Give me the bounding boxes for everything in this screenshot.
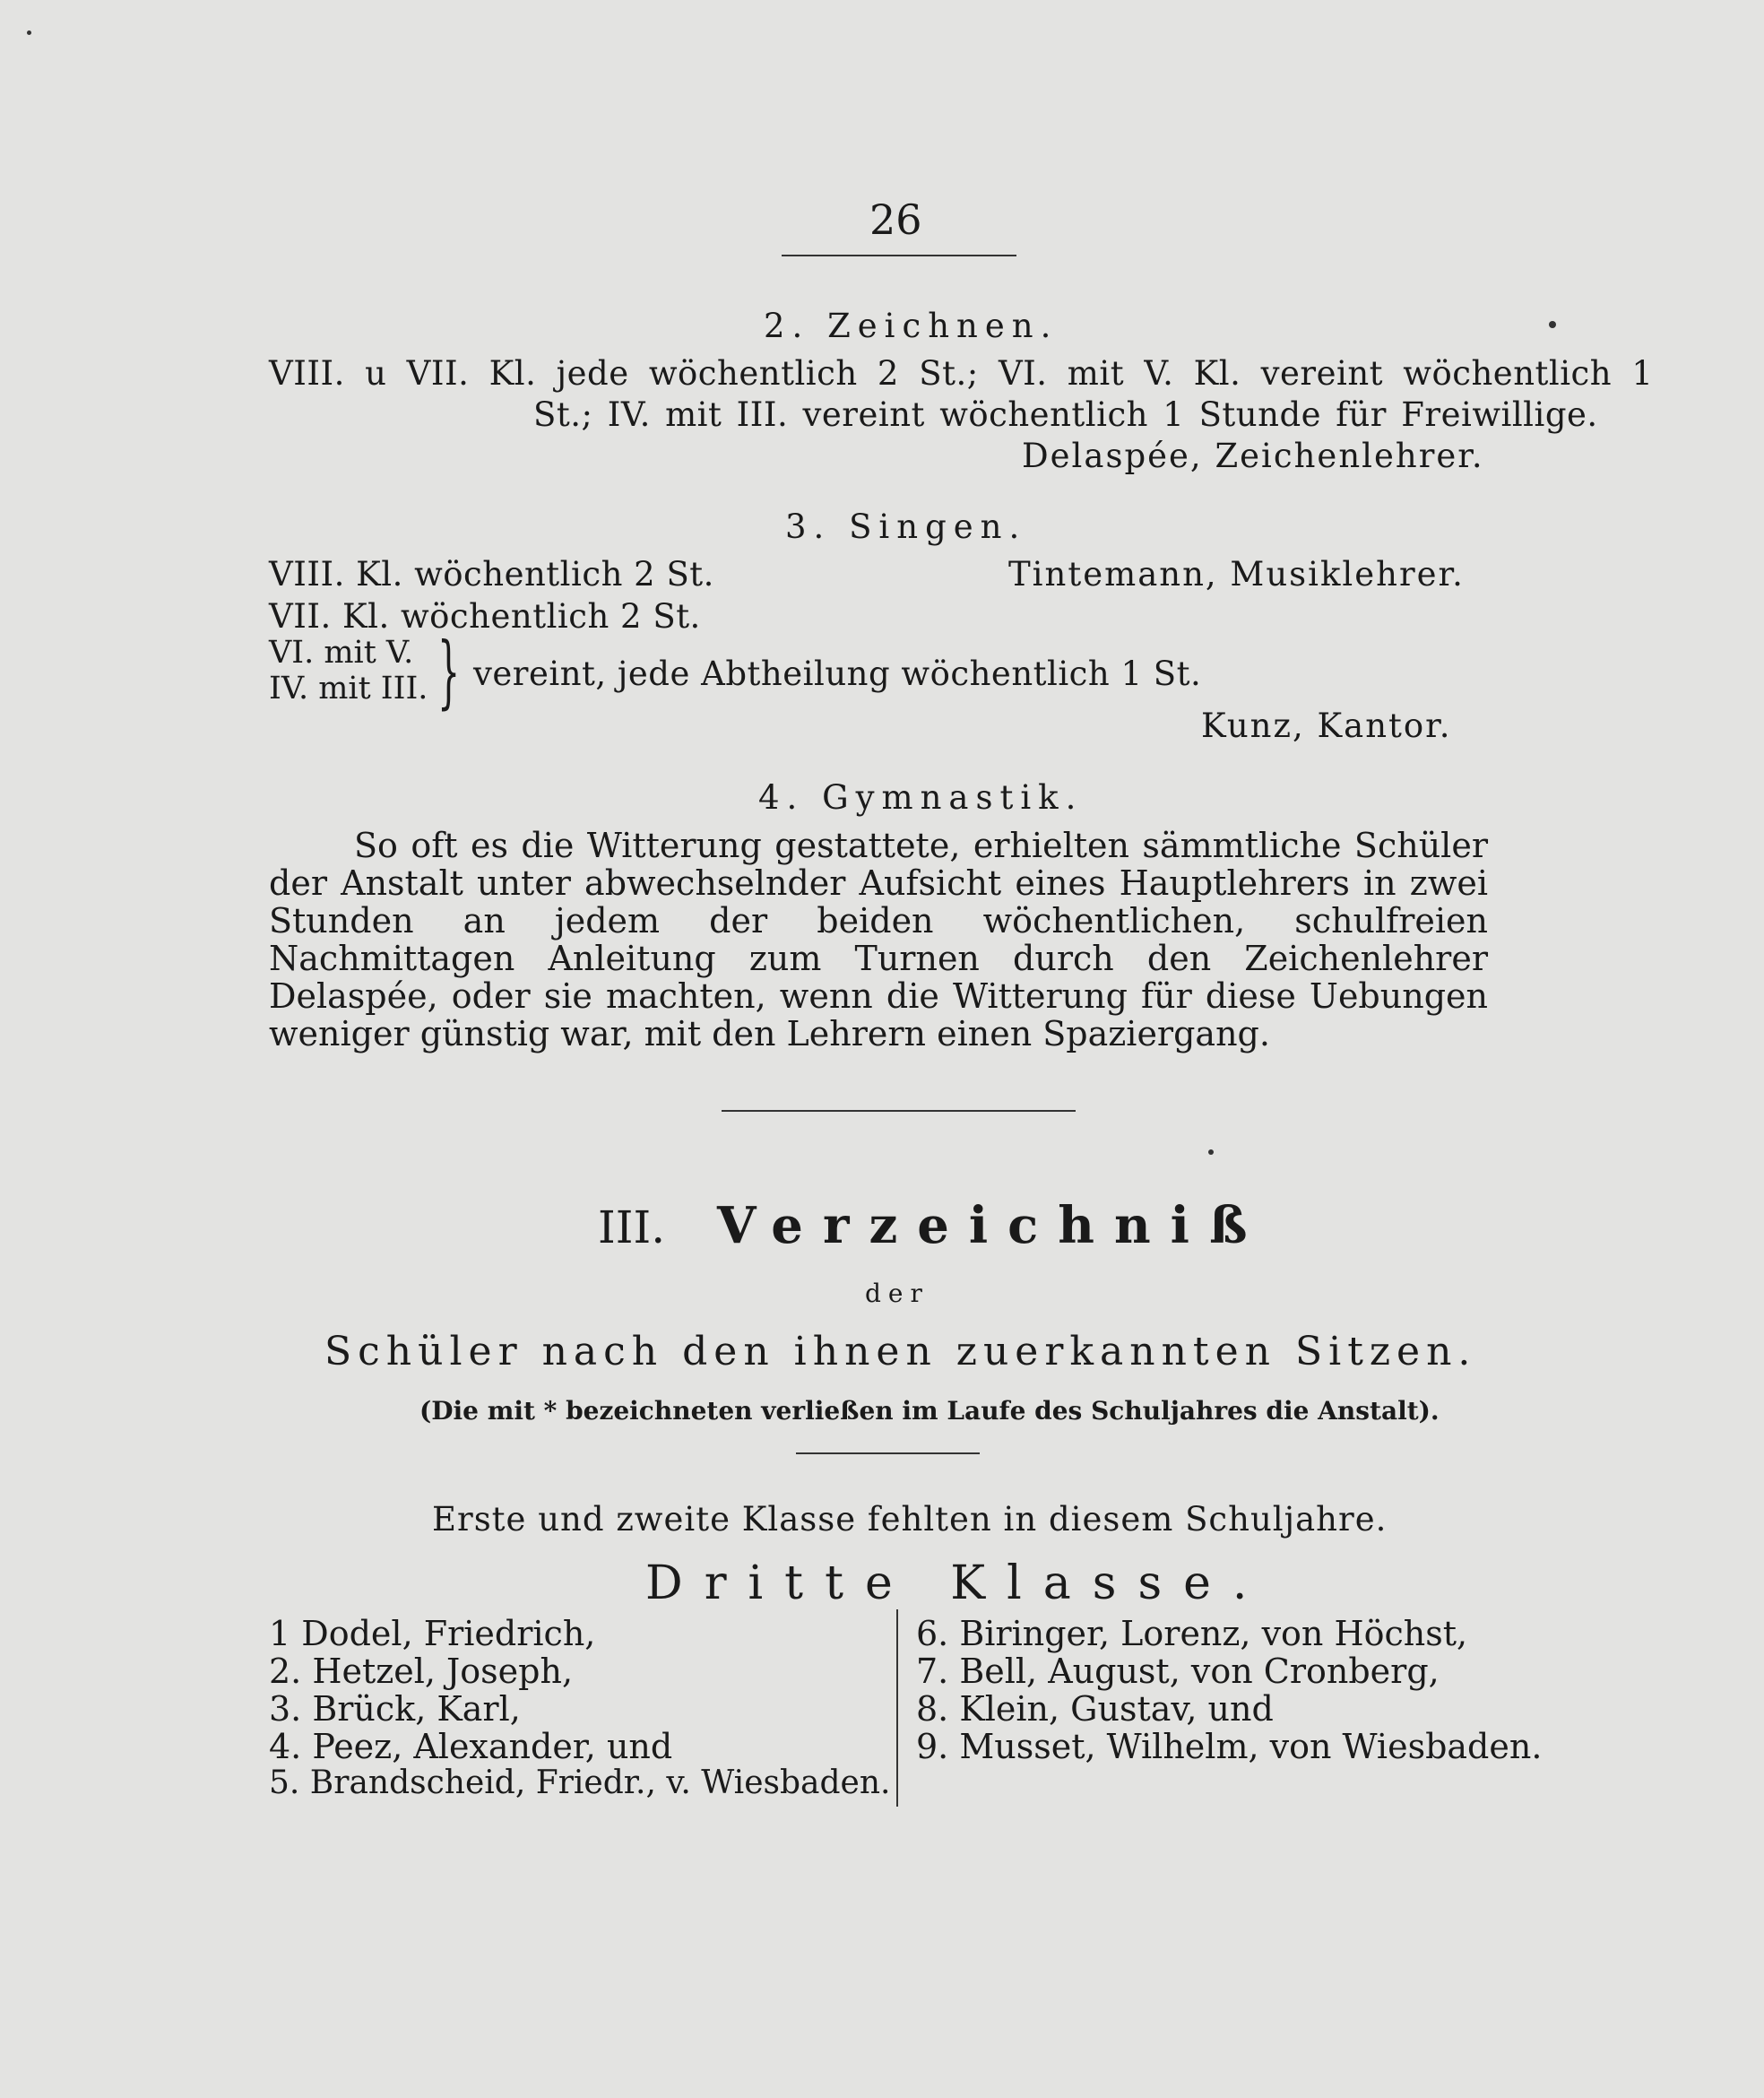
ink-speck-dot [1549, 321, 1556, 328]
zeichnen-line2: St.; IV. mit III. vereint wöchentlich 1 Stunde für Freiwillige. [533, 395, 1598, 434]
ink-speck-dot [1208, 1149, 1214, 1155]
gymnastik-paragraph [269, 827, 1488, 1053]
page-number-rule [782, 255, 1016, 256]
section-subtitle: Schüler nach den ihnen zuerkannten Sitzen. [324, 1329, 1477, 1374]
singen-row1-teacher: Tintemann, Musiklehrer. [1008, 555, 1465, 594]
student-right-8: 8. Klein, Gustav, und [916, 1689, 1274, 1729]
student-left-2: 2. Hetzel, Joseph, [269, 1652, 574, 1691]
class-title: Dritte Klasse. [645, 1556, 1269, 1610]
column-rule [896, 1609, 898, 1807]
singen-row2-left: VII. Kl. wöchentlich 2 St. [269, 597, 701, 636]
zeichnen-line1: VIII. u VII. Kl. jede wöchentlich 2 St.; VI. mit V. Kl. vereint wöchentlich 1 [269, 354, 1654, 393]
gymnastik-text: So oft es die Witterung gestattete, erhielten sämmtliche Schüler der Anstalt unter abwechselnder Aufsicht eines Hauptlehrers in zwei Stunden an jedem der beiden wöchentlichen, schulfreien Nachmittagen Anleitung zum Turnen durch den Zeichenlehrer Delaspée, oder sie machten, wenn die Witterung für diese Uebungen weniger günstig war, mit den Lehrern einen Spaziergang. [269, 826, 1488, 1053]
singen-teacher2: Kunz, Kantor. [1201, 707, 1452, 745]
missing-classes-text: Erste und zweite Klasse fehlten in diesem Schuljahre. [432, 1500, 1388, 1539]
section-divider [722, 1110, 1076, 1112]
singen-brace-text: vereint, jede Abtheilung wöchentlich 1 St. [473, 655, 1202, 693]
note-rule [796, 1452, 980, 1454]
zeichnen-teacher: Delaspée, Zeichenlehrer. [1022, 437, 1484, 475]
singen-row3a: VI. mit V. [269, 635, 414, 671]
gymnastik-heading: 4. Gymnastik. [758, 778, 1084, 817]
grouping-brace-icon: } [437, 625, 461, 717]
section-note: (Die mit * bezeichneten verließen im Laufe des Schuljahres die Anstalt). [419, 1396, 1440, 1426]
student-left-3: 3. Brück, Karl, [269, 1689, 521, 1729]
section-title: Verzeichniß [717, 1196, 1267, 1255]
student-left-5: 5. Brandscheid, Friedr., v. Wiesbaden. [269, 1764, 891, 1801]
student-left-4: 4. Peez, Alexander, und [269, 1727, 673, 1766]
student-right-7: 7. Bell, August, von Cronberg, [916, 1652, 1440, 1691]
section-numeral: III. [598, 1201, 666, 1253]
singen-heading: 3. Singen. [785, 507, 1027, 546]
student-right-6: 6. Biringer, Lorenz, von Höchst, [916, 1614, 1468, 1653]
singen-row1-left: VIII. Kl. wöchentlich 2 St. [269, 555, 714, 594]
zeichnen-heading: 2. Zeichnen. [764, 307, 1059, 345]
page-number: 26 [869, 195, 922, 244]
section-der: der [865, 1279, 930, 1308]
ink-speck-dot [27, 30, 31, 35]
student-left-1: 1 Dodel, Friedrich, [269, 1614, 596, 1653]
singen-row3b: IV. mit III. [269, 671, 428, 707]
student-right-9: 9. Musset, Wilhelm, von Wiesbaden. [916, 1727, 1543, 1766]
